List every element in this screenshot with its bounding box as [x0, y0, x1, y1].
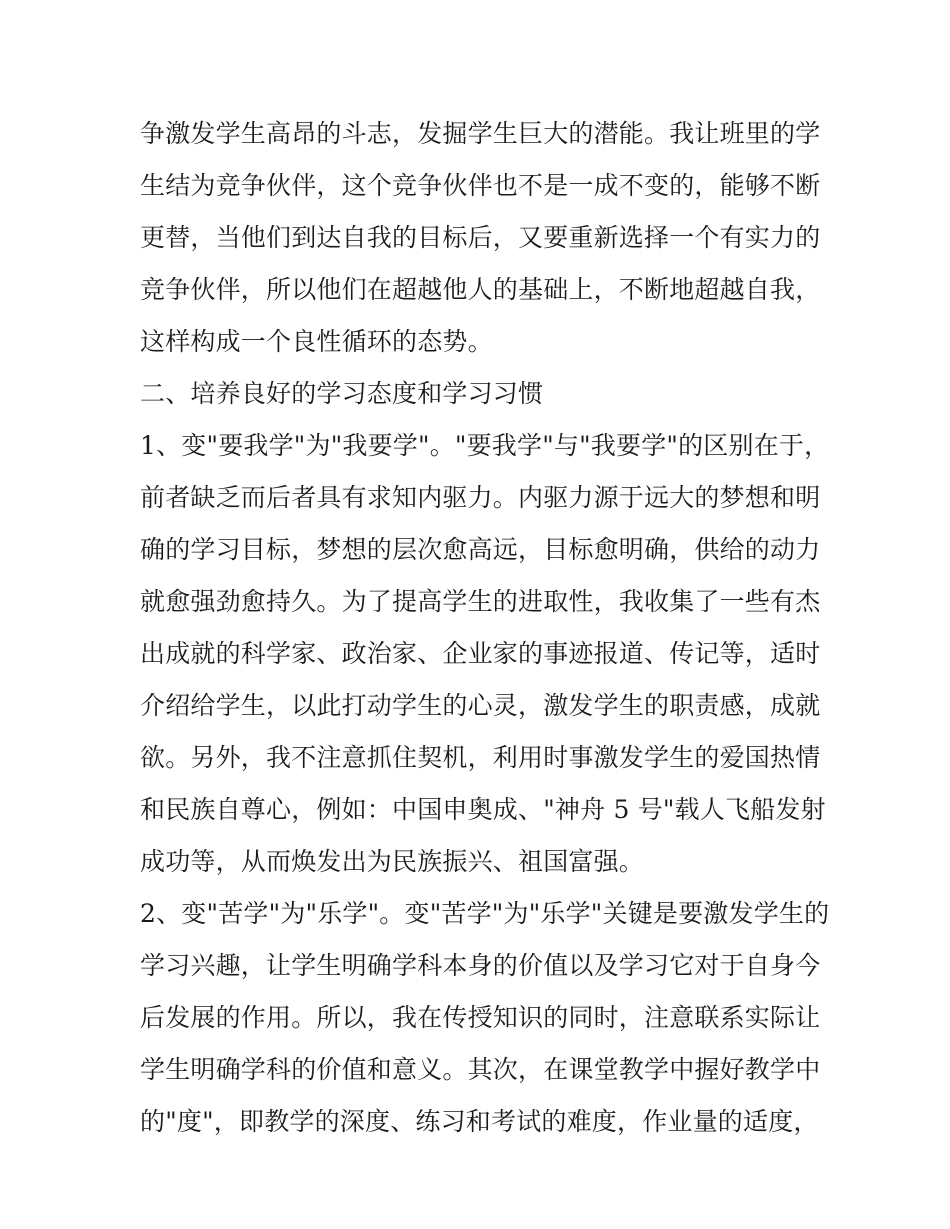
text-line: 和民族自尊心，例如：中国申奥成、"神舟 5 号"载人飞船发射: [140, 795, 826, 824]
text-line: 后发展的作用。所以，我在传授知识的同时，注意联系实际让: [140, 1003, 821, 1032]
text-line: 2、变"苦学"为"乐学"。变"苦学"为"乐学"关键是要激发学生的: [140, 899, 830, 928]
text-line: 欲。另外，我不注意抓住契机，利用时事激发学生的爱国热情: [140, 743, 821, 772]
text-line: 确的学习目标，梦想的层次愈高远，目标愈明确，供给的动力: [140, 535, 821, 564]
text-line: 就愈强劲愈持久。为了提高学生的进取性，我收集了一些有杰: [140, 587, 821, 616]
text-line: 成功等，从而焕发出为民族振兴、祖国富强。: [140, 847, 645, 876]
text-line: 1、变"要我学"为"我要学"。"要我学"与"我要学"的区别在于，: [140, 431, 830, 460]
text-line: 介绍给学生，以此打动学生的心灵，激发学生的职责感，成就: [140, 691, 821, 720]
text-line: 生结为竞争伙伴，这个竞争伙伴也不是一成不变的，能够不断: [140, 171, 821, 200]
text-line: 更替，当他们到达自我的目标后，又要重新选择一个有实力的: [140, 223, 821, 252]
text-line: 学生明确学科的价值和意义。其次，在课堂教学中握好教学中: [140, 1055, 821, 1084]
text-line: 出成就的科学家、政治家、企业家的事迹报道、传记等，适时: [140, 639, 821, 668]
text-line: 这样构成一个良性循环的态势。: [140, 327, 493, 356]
text-line: 前者缺乏而后者具有求知内驱力。内驱力源于远大的梦想和明: [140, 483, 821, 512]
section-heading: 二、培养良好的学习态度和学习习惯: [140, 379, 544, 408]
text-line: 学习兴趣，让学生明确学科本身的价值以及学习它对于自身今: [140, 951, 821, 980]
document-body: [140, 108, 830, 1148]
text-line: 争激发学生高昂的斗志，发掘学生巨大的潜能。我让班里的学: [140, 119, 821, 148]
text-line: 竞争伙伴，所以他们在超越他人的基础上，不断地超越自我，: [140, 275, 821, 304]
text-line: 的"度"，即教学的深度、练习和考试的难度，作业量的适度，: [140, 1107, 819, 1136]
